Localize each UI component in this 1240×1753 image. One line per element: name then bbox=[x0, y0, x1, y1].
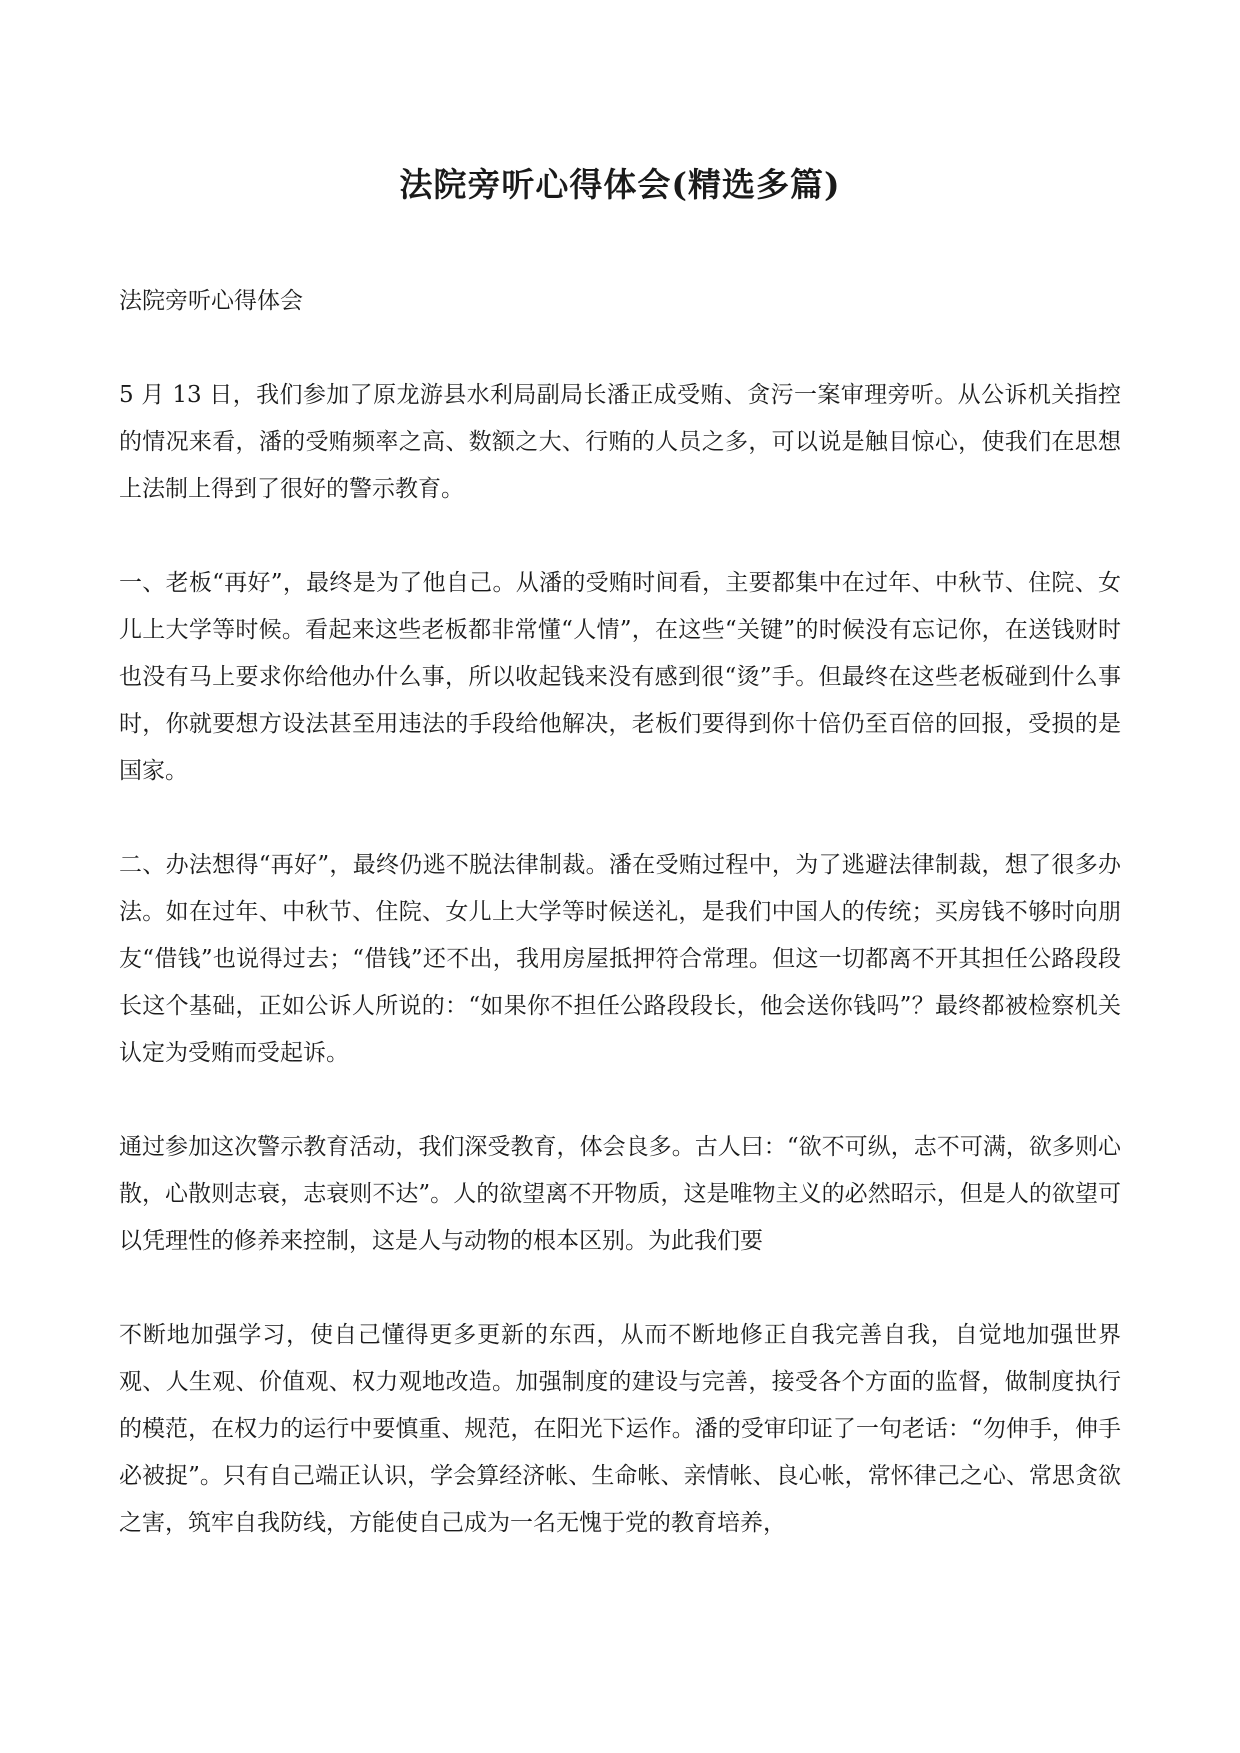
paragraph-intro: 5 月 13 日，我们参加了原龙游县水利局副局长潘正成受贿、贪污一案审理旁听。从公诉机关指控的情况来看，潘的受贿频率之高、数额之大、行贿的人员之多，可以说是触目惊心，使我们在思想上法制上得到了很好的警示教育。 bbox=[119, 382, 1121, 502]
paragraph-conclusion: 不断地加强学习，使自己懂得更多更新的东西，从而不断地修正自我完善自我，自觉地加强世界观、人生观、价值观、权力观地改造。加强制度的建设与完善，接受各个方面的监督，做制度执行的模范，在权力的运行中要慎重、规范，在阳光下运作。潘的受审印证了一句老话：“勿伸手，伸手必被捉”。只有自己端正认识，学会算经济帐、生命帐、亲情帐、良心帐，常怀律己之心、常思贪欲之害，筑牢自我防线，方能使自己成为一名无愧于党的教育培养， bbox=[119, 1322, 1121, 1536]
paragraph-point-two: 二、办法想得“再好”，最终仍逃不脱法律制裁。潘在受贿过程中，为了逃避法律制裁，想了很多办法。如在过年、中秋节、住院、女儿上大学等时候送礼，是我们中国人的传统；买房钱不够时向朋友“借钱”也说得过去；“借钱”还不出，我用房屋抵押符合常理。但这一切都离不开其担任公路段段长这个基础，正如公诉人所说的：“如果你不担任公路段段长，他会送你钱吗”？最终都被检察机关认定为受贿而受起诉。 bbox=[119, 852, 1121, 1066]
paragraph-reflection: 通过参加这次警示教育活动，我们深受教育，体会良多。古人曰：“欲不可纵，志不可满，欲多则心散，心散则志衰，志衰则不达”。人的欲望离不开物质，这是唯物主义的必然昭示，但是人的欲望可以凭理性的修养来控制，这是人与动物的根本区别。为此我们要 bbox=[119, 1134, 1121, 1254]
paragraph-point-one: 一、老板“再好”，最终是为了他自己。从潘的受贿时间看，主要都集中在过年、中秋节、住院、女儿上大学等时候。看起来这些老板都非常懂“人情”，在这些“关键”的时候没有忘记你，在送钱财时也没有马上要求你给他办什么事，所以收起钱来没有感到很“烫”手。但最终在这些老板碰到什么事时，你就要想方设法甚至用违法的手段给他解决，老板们要得到你十倍仍至百倍的回报，受损的是国家。 bbox=[119, 570, 1121, 784]
document-title: 法院旁听心得体会(精选多篇) bbox=[399, 165, 841, 204]
document-body bbox=[119, 278, 1121, 1547]
section-heading: 法院旁听心得体会 bbox=[119, 288, 303, 314]
